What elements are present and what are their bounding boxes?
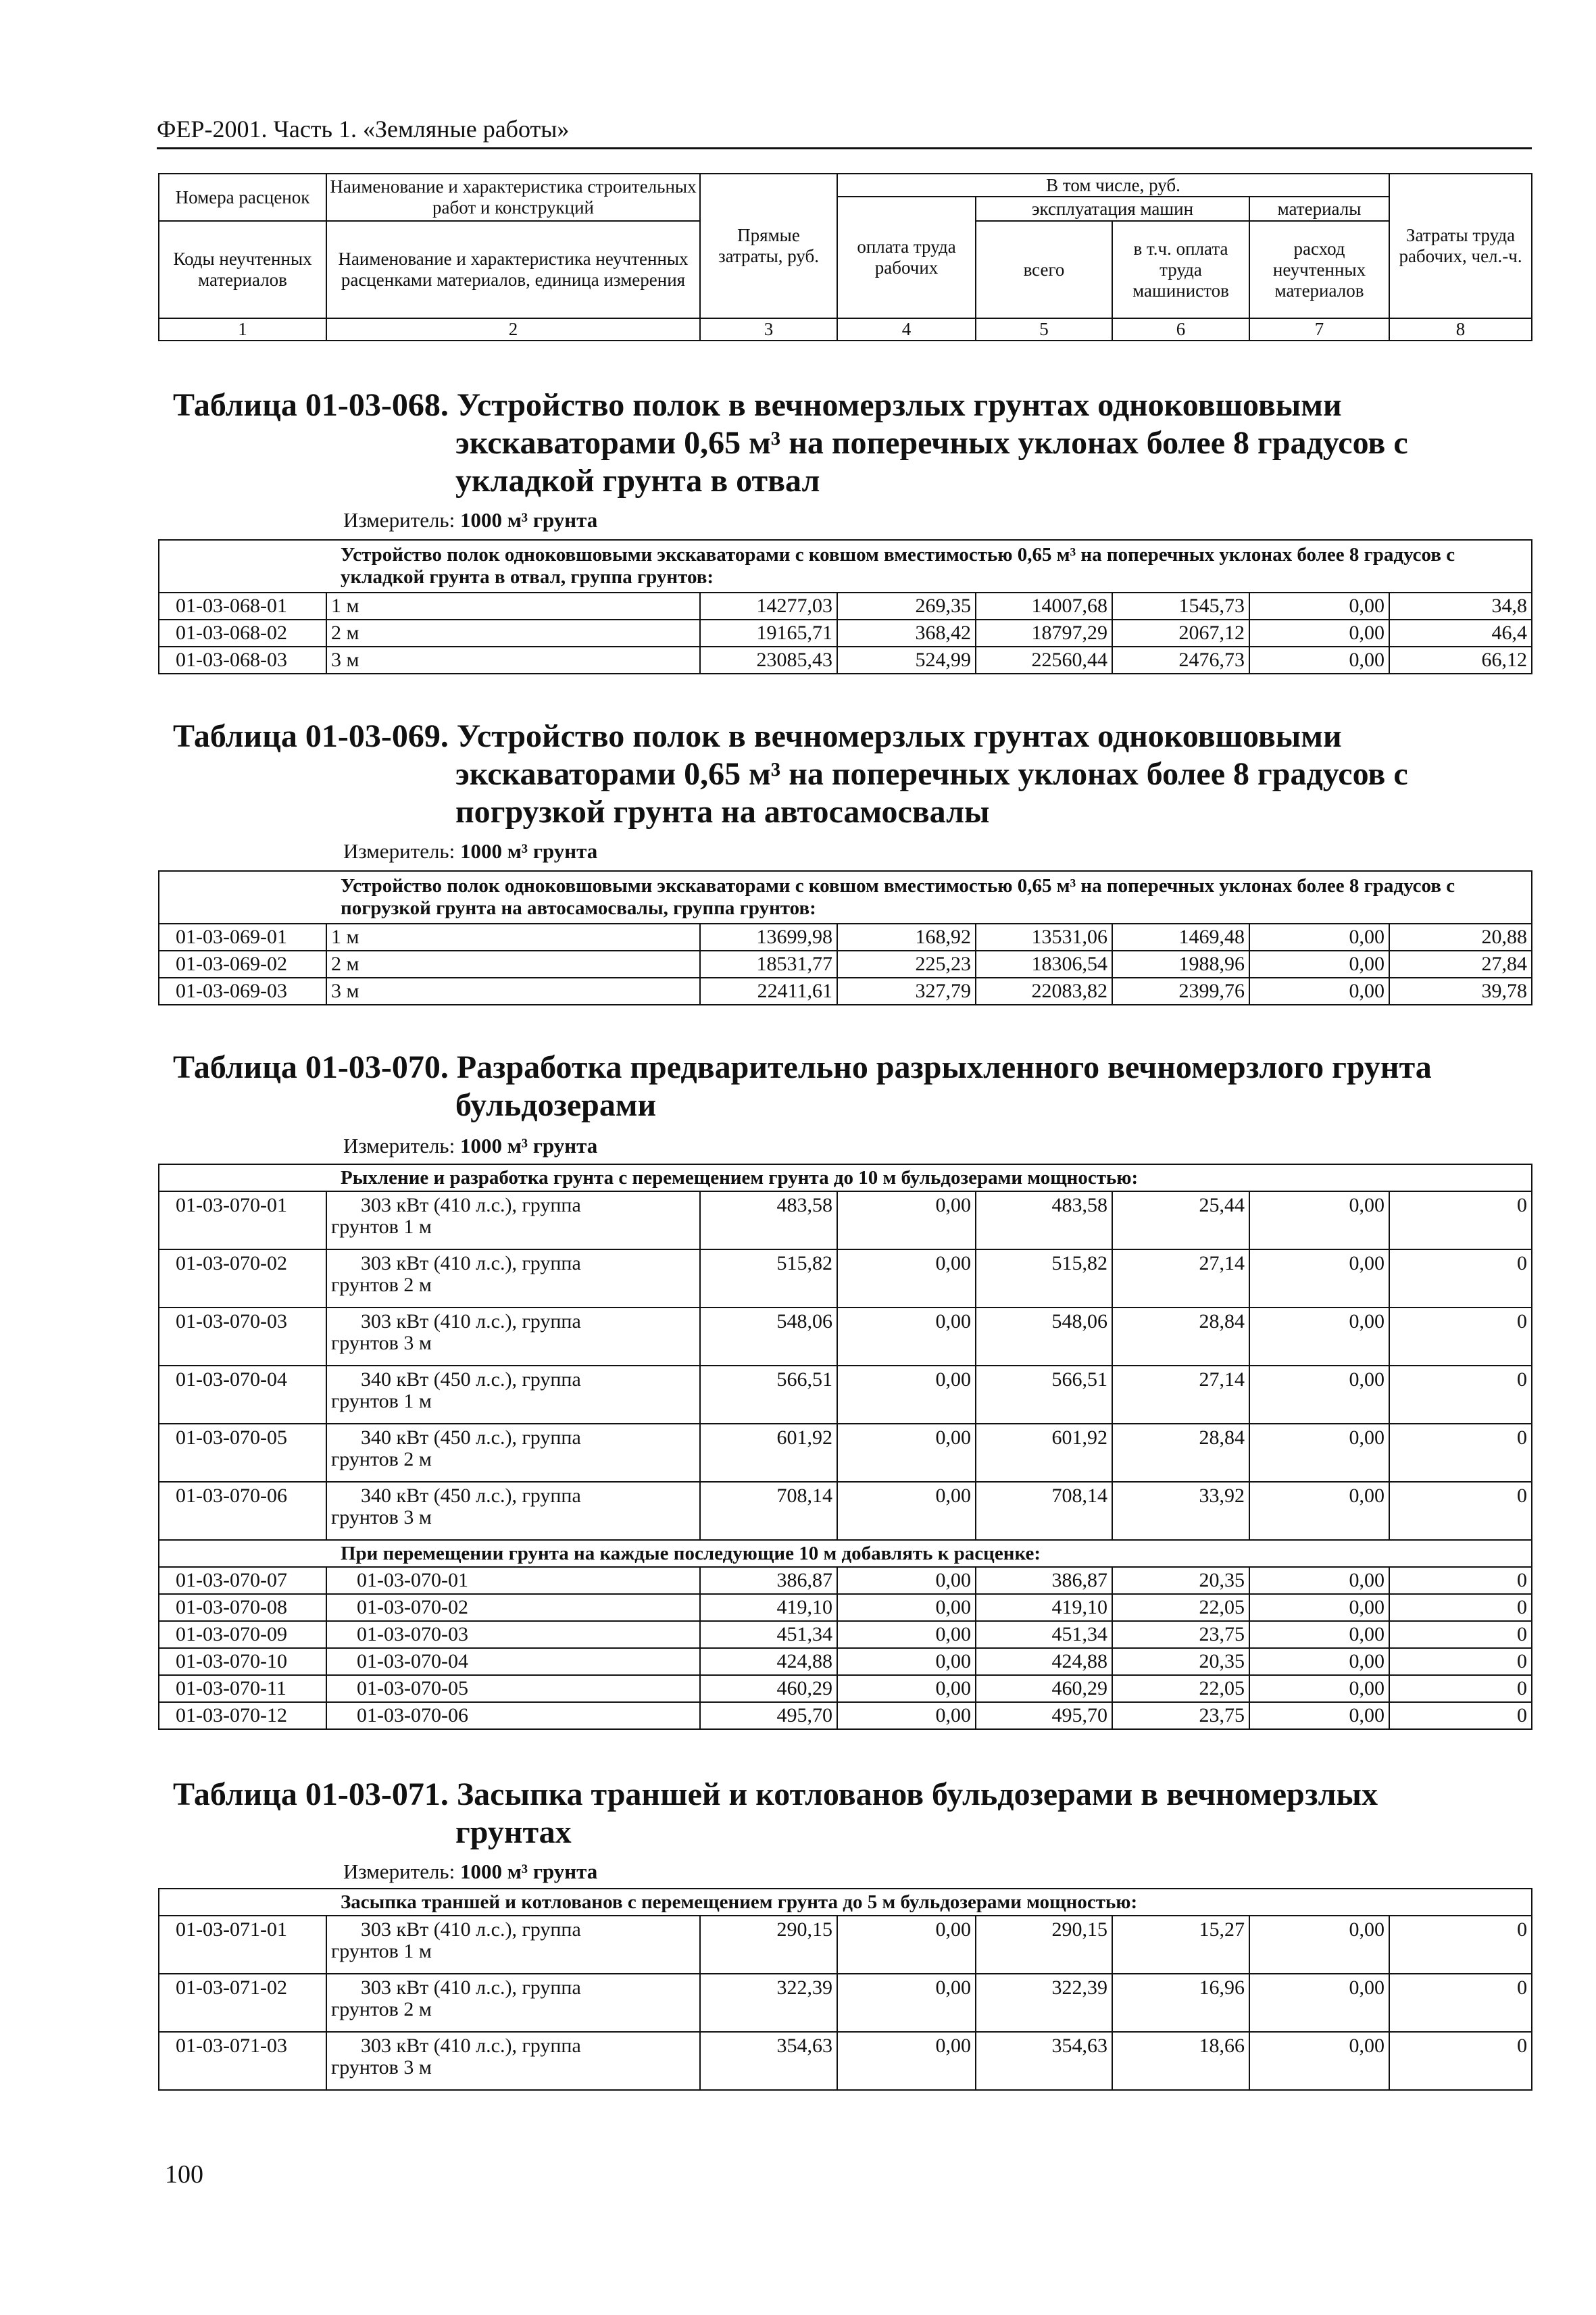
direct-cost: 13699,98 [700,924,837,951]
materials: 0,00 [1249,620,1389,647]
measure-label: Измеритель: [343,839,460,863]
labor-hours: 34,8 [1389,593,1532,620]
labor-pay: 368,42 [837,620,976,647]
direct-cost: 386,87 [700,1567,837,1594]
table-row [159,2032,1532,2090]
labor-hours: 66,12 [1389,647,1532,674]
direct-cost: 601,92 [700,1424,837,1482]
table-070-title [173,1049,1432,1124]
labor-pay: 0,00 [837,1424,976,1482]
table-row [159,978,1532,1005]
labor-hours: 27,84 [1389,951,1532,978]
table-row [159,1308,1532,1366]
labor-pay: 168,92 [837,924,976,951]
rate-name: 3 м [326,978,700,1005]
header-num-2: 2 [326,318,700,341]
labor-pay: 0,00 [837,2032,976,2090]
rate-name: 2 м [326,620,700,647]
materials: 0,00 [1249,978,1389,1005]
header-num-4: 4 [837,318,976,341]
rate-name: 01-03-070-01 [326,1567,700,1594]
labor-pay: 0,00 [837,1702,976,1729]
direct-cost: 424,88 [700,1648,837,1675]
table-row [159,1567,1532,1594]
labor-pay: 0,00 [837,1482,976,1540]
rate-code: 01-03-070-07 [159,1567,326,1594]
header-including: В том числе, руб. [837,174,1389,197]
materials: 0,00 [1249,1191,1389,1249]
direct-cost: 708,14 [700,1482,837,1540]
rate-name [326,1249,700,1308]
direct-cost: 451,34 [700,1621,837,1648]
machines-total: 566,51 [976,1366,1112,1424]
rate-name [326,1916,700,1974]
rate-name-line2: грунтов 3 м [331,2056,432,2078]
labor-pay: 0,00 [837,1675,976,1702]
materials: 0,00 [1249,1675,1389,1702]
rate-name [326,1424,700,1482]
table-row [159,1648,1532,1675]
labor-pay: 327,79 [837,978,976,1005]
machines-total: 18797,29 [976,620,1112,647]
table-row [159,1191,1532,1249]
table-071-measure [343,1860,597,1884]
machines-labor: 2476,73 [1112,647,1249,674]
rate-name [326,2032,700,2090]
table-070 [158,1164,1532,1730]
rate-name-line1: 303 кВт (410 л.с.), группа [361,1918,581,1941]
rate-name: 1 м [326,593,700,620]
machines-labor: 2399,76 [1112,978,1249,1005]
header-num-8: 8 [1389,318,1532,341]
rate-name: 1 м [326,924,700,951]
header-machines: эксплуатация машин [976,197,1249,221]
table-068-caption: Таблица 01-03-068. [173,387,449,423]
running-header: ФЕР-2001. Часть 1. «Земляные работы» [157,116,570,143]
rate-code: 01-03-068-03 [159,647,326,674]
rate-name [326,1308,700,1366]
machines-labor: 1469,48 [1112,924,1249,951]
machines-labor: 28,84 [1112,1308,1249,1366]
header-col1-bottom: Коды неучтенных материалов [159,221,326,318]
table-068-title-line1: Устройство полок в вечномерзлых грунтах одноковшовыми [456,387,1342,423]
table-068-title [173,387,1408,500]
column-header-table [158,173,1532,341]
machines-labor: 20,35 [1112,1567,1249,1594]
labor-pay: 0,00 [837,1191,976,1249]
table-070-description-2: При перемещении грунта на каждые последующие 10 м добавлять к расценке: [159,1540,1532,1567]
table-069-description: Устройство полок одноковшовыми экскаваторами с ковшом вместимостью 0,65 м³ на поперечных уклонах более 8 градусов с погрузкой грунта на автосамосвалы, группа грунтов: [159,871,1532,924]
rate-name-line2: грунтов 1 м [331,1390,432,1412]
header-col2-top: Наименование и характеристика строительных работ и конструкций [326,174,700,221]
machines-total: 322,39 [976,1974,1112,2032]
machines-labor: 27,14 [1112,1249,1249,1308]
labor-pay: 0,00 [837,1366,976,1424]
table-071-title [173,1776,1378,1851]
labor-hours: 0 [1389,1594,1532,1621]
table-070-description: Рыхление и разработка грунта с перемещением грунта до 10 м бульдозерами мощностью: [159,1164,1532,1191]
machines-labor: 28,84 [1112,1424,1249,1482]
labor-hours: 0 [1389,1308,1532,1366]
rate-name-line1: 340 кВт (450 л.с.), группа [361,1485,581,1507]
labor-hours: 0 [1389,1974,1532,2032]
direct-cost: 419,10 [700,1594,837,1621]
direct-cost: 460,29 [700,1675,837,1702]
rate-code: 01-03-069-03 [159,978,326,1005]
materials: 0,00 [1249,1621,1389,1648]
machines-total: 451,34 [976,1621,1112,1648]
rate-name: 01-03-070-04 [326,1648,700,1675]
labor-pay: 524,99 [837,647,976,674]
labor-pay: 0,00 [837,1648,976,1675]
direct-cost: 566,51 [700,1366,837,1424]
header-machines-labor: в т.ч. оплата труда машинистов [1112,221,1249,318]
rate-name [326,1366,700,1424]
measure-label: Измеритель: [343,1134,460,1158]
machines-total: 354,63 [976,2032,1112,2090]
rate-name [326,1974,700,2032]
materials: 0,00 [1249,1366,1389,1424]
labor-pay: 225,23 [837,951,976,978]
rate-name-line1: 303 кВт (410 л.с.), группа [361,1976,581,1999]
measure-label: Измеритель: [343,508,460,532]
materials: 0,00 [1249,1702,1389,1729]
machines-labor: 2067,12 [1112,620,1249,647]
labor-hours: 0 [1389,1675,1532,1702]
materials: 0,00 [1249,1648,1389,1675]
table-071-description: Засыпка траншей и котлованов с перемещением грунта до 5 м бульдозерами мощностью: [159,1889,1532,1916]
rate-name-line2: грунтов 2 м [331,1274,432,1296]
rate-code: 01-03-070-08 [159,1594,326,1621]
materials: 0,00 [1249,951,1389,978]
rate-name-line1: 303 кВт (410 л.с.), группа [361,1310,581,1333]
machines-labor: 16,96 [1112,1974,1249,2032]
header-materials-unaccounted: расход неучтенных материалов [1249,221,1389,318]
machines-total: 483,58 [976,1191,1112,1249]
labor-hours: 0 [1389,1482,1532,1540]
table-row [159,951,1532,978]
labor-pay: 0,00 [837,1916,976,1974]
machines-total: 14007,68 [976,593,1112,620]
table-071-caption: Таблица 01-03-071. [173,1776,449,1812]
labor-hours: 0 [1389,1648,1532,1675]
machines-labor: 23,75 [1112,1621,1249,1648]
direct-cost: 354,63 [700,2032,837,2090]
table-071-title-line2: грунтах [455,1814,572,1850]
header-rule [157,147,1532,149]
table-row [159,924,1532,951]
header-num-7: 7 [1249,318,1389,341]
direct-cost: 515,82 [700,1249,837,1308]
table-row [159,1675,1532,1702]
materials: 0,00 [1249,1308,1389,1366]
rate-name-line2: грунтов 2 м [331,1448,432,1470]
labor-hours: 0 [1389,1249,1532,1308]
table-row [159,1424,1532,1482]
materials: 0,00 [1249,647,1389,674]
header-labor-pay: оплата труда рабочих [837,197,976,318]
labor-hours: 0 [1389,1567,1532,1594]
labor-hours: 0 [1389,1702,1532,1729]
rate-name: 01-03-070-05 [326,1675,700,1702]
materials: 0,00 [1249,2032,1389,2090]
measure-label: Измеритель: [343,1860,460,1883]
rate-code: 01-03-070-06 [159,1482,326,1540]
rate-code: 01-03-070-11 [159,1675,326,1702]
header-num-1: 1 [159,318,326,341]
machines-labor: 20,35 [1112,1648,1249,1675]
machines-total: 424,88 [976,1648,1112,1675]
rate-code: 01-03-070-01 [159,1191,326,1249]
machines-labor: 1545,73 [1112,593,1249,620]
table-row [159,1974,1532,2032]
materials: 0,00 [1249,1249,1389,1308]
rate-code: 01-03-070-02 [159,1249,326,1308]
labor-pay: 0,00 [837,1621,976,1648]
labor-hours: 0 [1389,2032,1532,2090]
rate-code: 01-03-068-01 [159,593,326,620]
table-071-title-line1: Засыпка траншей и котлованов бульдозерами в вечномерзлых [456,1776,1378,1812]
materials: 0,00 [1249,1424,1389,1482]
rate-name-line1: 340 кВт (450 л.с.), группа [361,1368,581,1391]
table-069-title [173,718,1408,831]
header-col2-bottom: Наименование и характеристика неучтенных расценками материалов, единица измерения [326,221,700,318]
rate-code: 01-03-070-09 [159,1621,326,1648]
table-row [159,1366,1532,1424]
measure-value: 1000 м³ грунта [459,1134,598,1158]
rate-name-line1: 303 кВт (410 л.с.), группа [361,1252,581,1274]
materials: 0,00 [1249,1974,1389,2032]
machines-labor: 22,05 [1112,1675,1249,1702]
machines-total: 460,29 [976,1675,1112,1702]
table-069-title-line1: Устройство полок в вечномерзлых грунтах одноковшовыми [456,718,1342,754]
machines-labor: 22,05 [1112,1594,1249,1621]
table-070-title-line1: Разработка предварительно разрыхленного вечномерзлого грунта [456,1049,1432,1085]
direct-cost: 483,58 [700,1191,837,1249]
machines-labor: 18,66 [1112,2032,1249,2090]
labor-hours: 39,78 [1389,978,1532,1005]
table-row [159,1621,1532,1648]
header-machines-total: всего [976,221,1112,318]
table-068-title-line2: экскаваторами 0,65 м³ на поперечных уклонах более 8 градусов с [455,425,1408,461]
labor-hours: 0 [1389,1424,1532,1482]
header-col1-top: Номера расценок [159,174,326,221]
rate-name [326,1482,700,1540]
rate-code: 01-03-070-04 [159,1366,326,1424]
machines-total: 515,82 [976,1249,1112,1308]
rate-code: 01-03-070-05 [159,1424,326,1482]
labor-pay: 0,00 [837,1974,976,2032]
header-col3: Прямые затраты, руб. [700,174,837,318]
table-070-measure [343,1134,597,1158]
table-070-title-line2: бульдозерами [455,1087,657,1123]
direct-cost: 290,15 [700,1916,837,1974]
materials: 0,00 [1249,1482,1389,1540]
machines-labor: 23,75 [1112,1702,1249,1729]
rate-name: 3 м [326,647,700,674]
header-labor-cost: Затраты труда рабочих, чел.-ч. [1389,174,1532,318]
table-row [159,620,1532,647]
machines-labor: 33,92 [1112,1482,1249,1540]
materials: 0,00 [1249,924,1389,951]
measure-value: 1000 м³ грунта [459,1860,598,1883]
direct-cost: 19165,71 [700,620,837,647]
rate-code: 01-03-069-02 [159,951,326,978]
labor-pay: 0,00 [837,1308,976,1366]
table-row [159,1594,1532,1621]
rate-name-line1: 303 кВт (410 л.с.), группа [361,2035,581,2057]
machines-total: 495,70 [976,1702,1112,1729]
rate-code: 01-03-071-01 [159,1916,326,1974]
labor-hours: 20,88 [1389,924,1532,951]
labor-pay: 0,00 [837,1249,976,1308]
header-num-6: 6 [1112,318,1249,341]
machines-total: 13531,06 [976,924,1112,951]
machines-labor: 25,44 [1112,1191,1249,1249]
rate-code: 01-03-070-12 [159,1702,326,1729]
machines-total: 548,06 [976,1308,1112,1366]
labor-hours: 0 [1389,1916,1532,1974]
rate-name: 01-03-070-02 [326,1594,700,1621]
rate-name-line1: 340 кВт (450 л.с.), группа [361,1426,581,1449]
table-row [159,1249,1532,1308]
rate-code: 01-03-071-02 [159,1974,326,2032]
rate-name: 01-03-070-06 [326,1702,700,1729]
materials: 0,00 [1249,593,1389,620]
machines-labor: 1988,96 [1112,951,1249,978]
measure-value: 1000 м³ грунта [459,839,598,863]
rate-name-line2: грунтов 3 м [331,1332,432,1354]
machines-total: 18306,54 [976,951,1112,978]
machines-labor: 27,14 [1112,1366,1249,1424]
direct-cost: 18531,77 [700,951,837,978]
materials: 0,00 [1249,1594,1389,1621]
direct-cost: 495,70 [700,1702,837,1729]
page-number: 100 [165,2160,203,2189]
measure-value: 1000 м³ грунта [459,508,598,532]
machines-total: 601,92 [976,1424,1112,1482]
labor-pay: 0,00 [837,1594,976,1621]
table-069-measure [343,839,597,864]
machines-total: 386,87 [976,1567,1112,1594]
table-068-measure [343,508,597,532]
table-row [159,1482,1532,1540]
header-materials: материалы [1249,197,1389,221]
machines-total: 290,15 [976,1916,1112,1974]
rate-name-line2: грунтов 2 м [331,1998,432,2020]
machines-total: 419,10 [976,1594,1112,1621]
table-row [159,1916,1532,1974]
rate-name-line2: грунтов 1 м [331,1216,432,1238]
labor-pay: 269,35 [837,593,976,620]
direct-cost: 548,06 [700,1308,837,1366]
table-row [159,593,1532,620]
rate-name-line1: 303 кВт (410 л.с.), группа [361,1194,581,1216]
rate-name [326,1191,700,1249]
direct-cost: 23085,43 [700,647,837,674]
materials: 0,00 [1249,1916,1389,1974]
table-row [159,647,1532,674]
table-068-title-line3: укладкой грунта в отвал [455,463,820,499]
rate-name-line2: грунтов 1 м [331,1940,432,1962]
labor-hours: 0 [1389,1366,1532,1424]
direct-cost: 22411,61 [700,978,837,1005]
header-num-5: 5 [976,318,1112,341]
table-069-title-line3: погрузкой грунта на автосамосвалы [455,794,990,830]
direct-cost: 322,39 [700,1974,837,2032]
labor-hours: 46,4 [1389,620,1532,647]
table-069-caption: Таблица 01-03-069. [173,718,449,754]
machines-total: 22560,44 [976,647,1112,674]
direct-cost: 14277,03 [700,593,837,620]
labor-hours: 0 [1389,1191,1532,1249]
machines-total: 708,14 [976,1482,1112,1540]
labor-hours: 0 [1389,1621,1532,1648]
rate-name: 01-03-070-03 [326,1621,700,1648]
table-070-caption: Таблица 01-03-070. [173,1049,449,1085]
labor-pay: 0,00 [837,1567,976,1594]
machines-total: 22083,82 [976,978,1112,1005]
header-num-3: 3 [700,318,837,341]
table-068 [158,539,1532,674]
rate-code: 01-03-069-01 [159,924,326,951]
table-071 [158,1888,1532,2091]
materials: 0,00 [1249,1567,1389,1594]
rate-code: 01-03-070-10 [159,1648,326,1675]
rate-name: 2 м [326,951,700,978]
machines-labor: 15,27 [1112,1916,1249,1974]
rate-code: 01-03-071-03 [159,2032,326,2090]
rate-code: 01-03-068-02 [159,620,326,647]
table-068-description: Устройство полок одноковшовыми экскаваторами с ковшом вместимостью 0,65 м³ на поперечных уклонах более 8 градусов с укладкой грунта в отвал, группа грунтов: [159,540,1532,593]
table-069-title-line2: экскаваторами 0,65 м³ на поперечных уклонах более 8 градусов с [455,756,1408,792]
rate-name-line2: грунтов 3 м [331,1506,432,1528]
table-row [159,1702,1532,1729]
rate-code: 01-03-070-03 [159,1308,326,1366]
table-069 [158,870,1532,1005]
